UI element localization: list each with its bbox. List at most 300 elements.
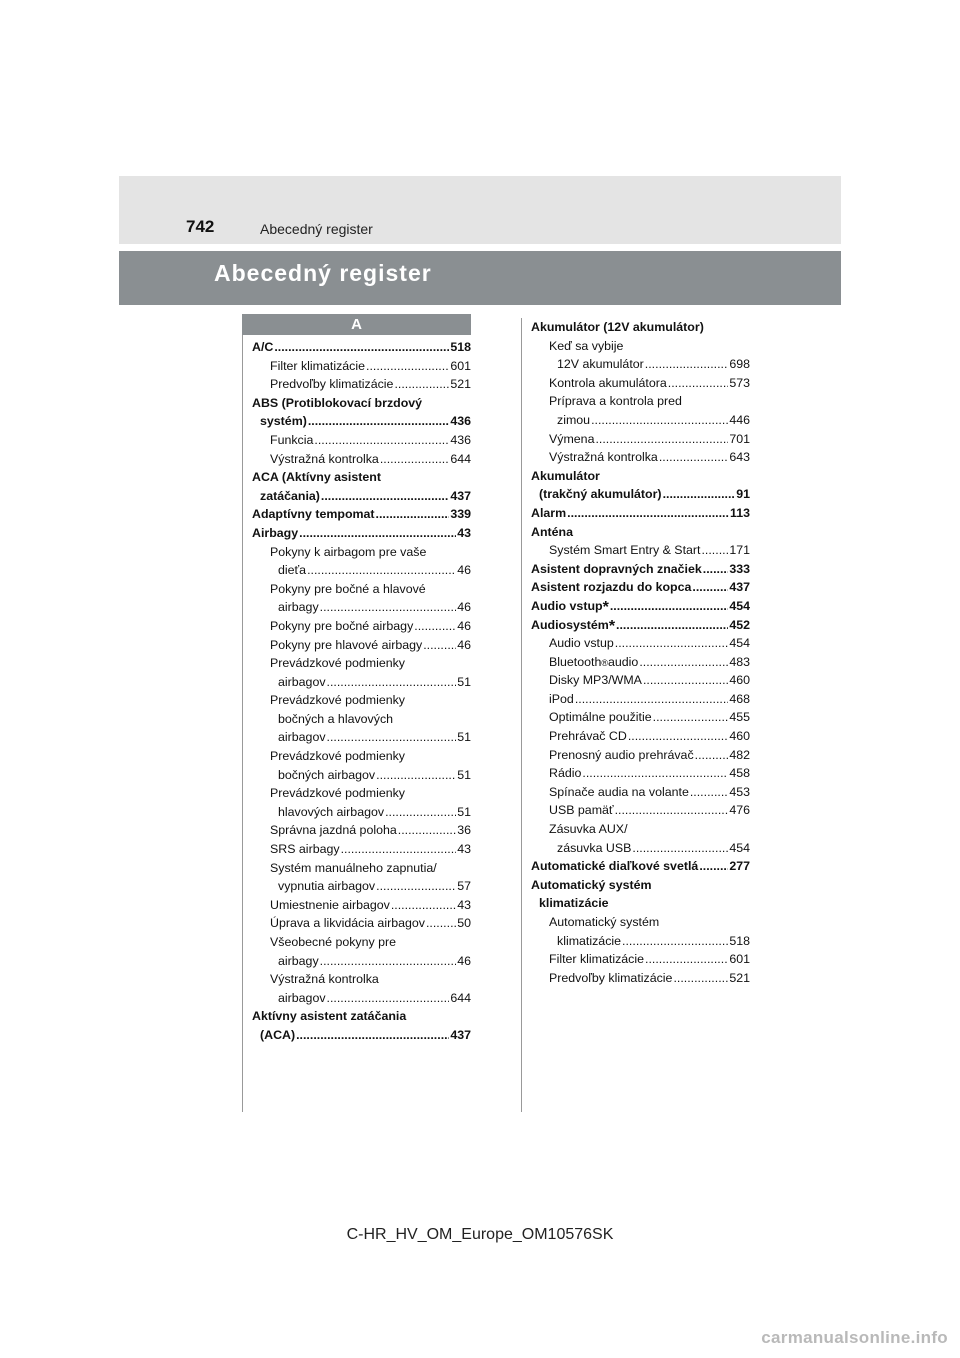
index-entry-line [531, 374, 750, 393]
index-entry [252, 784, 471, 821]
index-entry-line [531, 485, 750, 504]
dot-leader [314, 431, 449, 450]
entry-text: bočných a hlavových [278, 711, 394, 726]
page-reference[interactable]: 436 [450, 432, 471, 447]
index-entry-line [252, 580, 471, 599]
dot-leader [380, 450, 450, 469]
entry-text: Asistent dopravných značiek [531, 561, 702, 576]
dot-leader [615, 634, 729, 653]
page-reference[interactable]: 437 [450, 488, 471, 503]
entry-text: Optimálne použitie [549, 710, 652, 725]
dot-leader [296, 1026, 449, 1045]
page-reference[interactable]: 437 [729, 580, 750, 595]
index-entry [531, 578, 750, 597]
dot-leader [659, 448, 729, 467]
index-entry [252, 543, 471, 580]
entry-text: Anténa [531, 524, 573, 539]
index-entry-line [531, 671, 750, 690]
index-entry [531, 876, 750, 913]
index-entry [252, 654, 471, 691]
index-entry-line [531, 634, 750, 653]
index-entry [531, 764, 750, 783]
entry-text: Filter klimatizácie [270, 358, 366, 373]
entry-text: Príprava a kontrola pred [549, 394, 682, 409]
entry-text: zatáčania) [260, 488, 320, 503]
entry-text: airbagy [278, 953, 319, 968]
index-entry-line [531, 560, 750, 579]
page-reference[interactable]: 455 [729, 710, 750, 725]
index-entry [252, 970, 471, 1007]
dot-leader [394, 375, 449, 394]
index-entry [531, 597, 750, 616]
entry-text: Predvoľby klimatizácie [270, 377, 394, 392]
dot-leader [376, 505, 450, 524]
index-entry-line [252, 970, 471, 989]
index-entry-line [531, 857, 750, 876]
dot-leader [320, 952, 457, 971]
page-reference[interactable]: 601 [450, 358, 471, 373]
entry-text-suffix: audio [608, 654, 639, 669]
dot-leader [690, 783, 728, 802]
entry-text: Prehrávač CD [549, 729, 627, 744]
index-entry [252, 580, 471, 617]
index-entry-line [531, 969, 750, 988]
dot-leader [653, 708, 729, 727]
entry-text: Výmena [549, 431, 595, 446]
entry-text: iPod [549, 691, 574, 706]
page-reference[interactable]: 436 [450, 414, 471, 429]
index-entry-line [531, 504, 750, 523]
index-entry-line [252, 561, 471, 580]
index-entry-line [252, 1007, 471, 1026]
entry-text: Funkcia [270, 432, 314, 447]
page-reference[interactable]: 698 [729, 357, 750, 372]
entry-text: SRS airbagy [270, 842, 340, 857]
entry-text: Prevádzkové podmienky [270, 786, 405, 801]
header-band [119, 176, 841, 244]
entry-text: Výstražná kontrolka [270, 972, 379, 987]
entry-text: Spínače audia na volante [549, 784, 689, 799]
index-entry-line [531, 430, 750, 449]
index-entry-line [252, 524, 471, 543]
index-entry [531, 467, 750, 504]
index-entry [252, 431, 471, 450]
dot-leader [692, 578, 728, 597]
index-entry-line [252, 375, 471, 394]
page-reference[interactable]: 521 [729, 970, 750, 985]
page-reference[interactable]: 437 [450, 1027, 471, 1042]
index-entry-line [531, 392, 750, 411]
index-entry [252, 821, 471, 840]
dot-leader [701, 541, 728, 560]
dot-leader [376, 766, 456, 785]
page-reference[interactable]: 91 [736, 487, 750, 502]
dot-leader [274, 338, 449, 357]
index-entry [252, 505, 471, 524]
dot-leader [307, 561, 456, 580]
index-entry-line [252, 1026, 471, 1045]
entry-text: zimou [557, 412, 591, 427]
entry-text: Akumulátor [531, 468, 600, 483]
index-entry-line [531, 523, 750, 542]
page-reference[interactable]: 46 [457, 600, 471, 615]
page-reference[interactable]: 454 [729, 636, 750, 651]
index-entry [252, 691, 471, 747]
page-reference[interactable]: 43 [457, 842, 471, 857]
page-reference[interactable]: 46 [457, 563, 471, 578]
entry-text: klimatizácie [539, 896, 609, 911]
index-entry-line [252, 840, 471, 859]
index-entry-line [531, 690, 750, 709]
page-reference[interactable]: 51 [457, 767, 471, 782]
index-entry-line [252, 357, 471, 376]
page-reference[interactable]: 43 [457, 897, 471, 912]
entry-text: bočných airbagov [278, 767, 376, 782]
right-column-rule [521, 318, 522, 1112]
page-reference[interactable]: 453 [729, 784, 750, 799]
section-letter-bar: A [242, 314, 471, 335]
index-entry-line [531, 950, 750, 969]
entry-text: vypnutia airbagov [278, 879, 376, 894]
dot-leader [645, 355, 729, 374]
page-reference[interactable]: 454 [729, 598, 750, 613]
page-reference[interactable]: 43 [457, 525, 471, 540]
index-entry [252, 617, 471, 636]
page-reference[interactable]: 644 [450, 990, 471, 1005]
entry-text: ACA (Aktívny asistent [252, 470, 381, 485]
dot-leader [582, 764, 728, 783]
dot-leader [385, 803, 456, 822]
entry-text: Prevádzkové podmienky [270, 749, 405, 764]
page-reference[interactable]: 601 [729, 952, 750, 967]
dot-leader [391, 896, 456, 915]
entry-text: Audiosystém [531, 617, 609, 632]
index-entry [252, 747, 471, 784]
index-entry [531, 708, 750, 727]
entry-text: airbagov [278, 730, 326, 745]
dot-leader [414, 617, 456, 636]
entry-text: Predvoľby klimatizácie [549, 970, 673, 985]
page-reference[interactable]: 339 [450, 507, 471, 522]
dot-leader [320, 598, 457, 617]
entry-text: (ACA) [260, 1027, 296, 1042]
page-reference[interactable]: 57 [457, 879, 471, 894]
page-reference[interactable]: 171 [729, 543, 750, 558]
index-entry-line [252, 896, 471, 915]
entry-text: Airbagy [252, 525, 299, 540]
dot-leader [699, 857, 728, 876]
dot-leader [398, 821, 456, 840]
dot-leader [673, 969, 728, 988]
dot-leader [616, 616, 728, 635]
index-entry-line [531, 467, 750, 486]
index-entry-line [252, 468, 471, 487]
index-entry-line [252, 933, 471, 952]
index-entry [531, 746, 750, 765]
page-reference[interactable]: 701 [729, 431, 750, 446]
index-entry-line [252, 412, 471, 431]
index-entry-line [252, 543, 471, 562]
dot-leader [643, 671, 728, 690]
index-entry [531, 969, 750, 988]
index-entry-line: Bluetooth ® audio ..... 483 [531, 653, 750, 672]
index-entry-line [252, 914, 471, 933]
entry-text: Pokyny pre bočné airbagy [270, 618, 414, 633]
index-entry [531, 560, 750, 579]
index-entry-line [252, 487, 471, 506]
index-entry-line [531, 411, 750, 430]
entry-text: USB pamäť [549, 803, 614, 818]
index-entry-line [252, 617, 471, 636]
entry-text: 12V akumulátor [557, 357, 644, 372]
index-entry [252, 468, 471, 505]
entry-text: dieťa [278, 563, 307, 578]
index-entry [252, 394, 471, 431]
index-entry-line [252, 691, 471, 710]
entry-text: Umiestnenie airbagov [270, 897, 390, 912]
entry-text: airbagy [278, 600, 319, 615]
index-entry-line [252, 394, 471, 413]
index-entry [252, 636, 471, 655]
index-entry-line [252, 598, 471, 617]
page-reference[interactable]: 483 [729, 654, 750, 669]
index-entry-line [531, 801, 750, 820]
page-reference[interactable]: 518 [450, 340, 471, 354]
index-column-right [531, 318, 750, 987]
dot-leader [426, 914, 456, 933]
dot-leader [663, 485, 736, 504]
entry-text: Akumulátor (12V akumulátor) [531, 320, 704, 334]
entry-text: Automatický systém [549, 915, 660, 929]
index-entry [531, 913, 750, 950]
index-entry-line [252, 673, 471, 692]
index-entry-line [252, 803, 471, 822]
entry-text: Pokyny k airbagom pre vaše [270, 544, 427, 559]
index-entry [252, 1007, 471, 1044]
dot-leader [321, 487, 449, 506]
dot-leader [327, 989, 450, 1008]
index-entry-line [531, 783, 750, 802]
index-entry-line [531, 894, 750, 913]
entry-text: Úprava a likvidácia airbagov [270, 916, 425, 931]
page-number: 742 [186, 217, 215, 236]
entry-text: Alarm [531, 505, 567, 520]
entry-text: Aktívny asistent zatáčania [252, 1009, 407, 1024]
page-reference[interactable]: 277 [729, 859, 750, 874]
index-entry [531, 392, 750, 429]
index-entry-line [252, 431, 471, 450]
page-reference[interactable]: 460 [729, 673, 750, 688]
index-entry-line: Audiosystém * ..... 452 [531, 616, 750, 635]
entry-text: hlavových airbagov [278, 804, 385, 819]
dot-leader [575, 690, 729, 709]
index-entry [252, 840, 471, 859]
page-reference[interactable]: 468 [729, 691, 750, 706]
dot-leader [327, 673, 457, 692]
entry-text: ABS (Protiblokovací brzdový [252, 395, 423, 410]
index-entry [252, 450, 471, 469]
dot-leader [622, 932, 728, 951]
dot-leader [628, 727, 729, 746]
index-entry [252, 375, 471, 394]
index-entry [252, 524, 471, 543]
page-title: Abecedný register [214, 260, 432, 286]
index-entry [531, 523, 750, 542]
page-reference[interactable]: 46 [457, 618, 471, 633]
dot-leader [567, 504, 729, 523]
index-entry [531, 374, 750, 393]
index-entry [252, 338, 471, 357]
index-entry-line [252, 747, 471, 766]
entry-text: systém) [260, 414, 307, 429]
entry-text: Systém Smart Entry & Start [549, 543, 701, 558]
index-entry [252, 357, 471, 376]
index-entry [531, 690, 750, 709]
dot-leader [308, 412, 449, 431]
index-entry [531, 783, 750, 802]
index-entry [531, 430, 750, 449]
document-code: C-HR_HV_OM_Europe_OM10576SK [346, 1226, 614, 1243]
index-entry-line [531, 578, 750, 597]
index-entry [531, 950, 750, 969]
entry-text: Bluetooth [549, 654, 602, 669]
index-entry [531, 634, 750, 653]
index-entry-line [531, 839, 750, 858]
page-reference[interactable]: 518 [729, 933, 750, 948]
dot-leader [668, 374, 729, 393]
entry-text: Adaptívny tempomat [252, 507, 375, 522]
entry-text: Audio vstup [549, 636, 614, 651]
index-entry-line [531, 708, 750, 727]
page-reference[interactable]: 573 [729, 375, 750, 390]
dot-leader [299, 524, 456, 543]
index-entry-line [531, 355, 750, 374]
watermark: carmanualsonline.info [761, 1328, 948, 1347]
index-entry-line [252, 877, 471, 896]
entry-text: Všeobecné pokyny pre [270, 935, 397, 949]
dot-leader [639, 653, 728, 672]
page-reference[interactable]: 113 [730, 505, 750, 520]
entry-text: klimatizácie [557, 933, 622, 948]
entry-text: Prenosný audio prehrávač [549, 747, 694, 762]
entry-text: Prevádzkové podmienky [270, 656, 405, 671]
index-entry [531, 448, 750, 467]
index-entry [531, 727, 750, 746]
page-reference[interactable]: 458 [729, 766, 750, 781]
index-entry [531, 653, 750, 672]
index-entry-line [252, 989, 471, 1008]
index-entry [531, 337, 750, 374]
index-entry-line [531, 932, 750, 951]
page-reference[interactable]: 454 [729, 840, 750, 855]
index-entry [531, 504, 750, 523]
entry-text: airbagov [278, 674, 326, 689]
entry-text: Automatické diaľkové svetlá [531, 859, 699, 874]
dot-leader [595, 430, 728, 449]
page-reference[interactable]: 51 [457, 730, 471, 745]
index-entry [252, 933, 471, 970]
dot-leader [703, 560, 729, 579]
entry-text: Výstražná kontrolka [270, 451, 379, 466]
page-reference[interactable]: 521 [450, 377, 471, 392]
entry-text: Disky MP3/WMA [549, 673, 642, 688]
index-entry [531, 541, 750, 560]
index-entry-line [531, 820, 750, 839]
index-entry-line [531, 541, 750, 560]
dot-leader [423, 636, 456, 655]
dot-leader [376, 877, 456, 896]
entry-text: Automatický systém [531, 877, 652, 892]
index-entry-line [531, 764, 750, 783]
entry-text: Pokyny pre hlavové airbagy [270, 637, 423, 652]
index-column-left [252, 338, 471, 1045]
entry-text: zásuvka USB [557, 840, 632, 855]
left-column-rule [242, 335, 243, 1112]
entry-text: Systém manuálneho zapnutia/ [270, 860, 437, 875]
page-reference[interactable]: 333 [729, 561, 750, 576]
index-entry-line: Audio vstup * ..... 454 [531, 597, 750, 616]
index-entry [252, 896, 471, 915]
entry-text: Pokyny pre bočné a hlavové [270, 581, 426, 596]
page-reference[interactable]: 51 [457, 674, 471, 689]
page-reference[interactable]: 476 [729, 803, 750, 818]
dot-leader [591, 411, 728, 430]
dot-leader [610, 597, 728, 616]
entry-text: Filter klimatizácie [549, 952, 645, 967]
page-reference[interactable]: 51 [457, 804, 471, 819]
index-entry-line [252, 636, 471, 655]
page-reference[interactable]: 36 [457, 823, 471, 838]
page-reference[interactable]: 643 [729, 450, 750, 465]
index-entry-line [531, 318, 750, 337]
index-entry [531, 318, 750, 337]
page-reference[interactable]: 446 [729, 412, 750, 427]
entry-text: airbagov [278, 990, 326, 1005]
index-entry [531, 857, 750, 876]
index-entry [531, 671, 750, 690]
index-entry-line [531, 746, 750, 765]
entry-text: (trakčný akumulátor) [539, 487, 662, 502]
entry-text: Kontrola akumulátora [549, 375, 667, 390]
entry-text: Audio vstup [531, 598, 603, 613]
index-entry [531, 616, 750, 635]
index-entry-line [531, 913, 750, 932]
entry-text: Keď sa vybije [549, 338, 624, 353]
index-entry-line [252, 766, 471, 785]
index-entry [531, 820, 750, 857]
index-entry [252, 914, 471, 933]
page-reference[interactable]: 644 [450, 451, 471, 466]
dot-leader [632, 839, 728, 858]
page-reference[interactable]: 460 [729, 729, 750, 744]
index-entry-line [531, 727, 750, 746]
index-entry-line [531, 337, 750, 356]
index-entry-line [252, 784, 471, 803]
page-reference[interactable]: 46 [457, 953, 471, 968]
dot-leader [366, 357, 449, 376]
index-entry-line [252, 505, 471, 524]
index-entry [531, 801, 750, 820]
page-reference[interactable]: 482 [729, 747, 750, 762]
dot-leader [645, 950, 728, 969]
entry-text: Prevádzkové podmienky [270, 693, 405, 708]
page-reference[interactable]: 50 [457, 916, 471, 931]
index-entry-line [252, 952, 471, 971]
page-reference[interactable]: 452 [729, 617, 750, 632]
entry-text: A/C [252, 340, 274, 354]
page-reference[interactable]: 46 [457, 637, 471, 652]
index-entry-line [252, 710, 471, 729]
